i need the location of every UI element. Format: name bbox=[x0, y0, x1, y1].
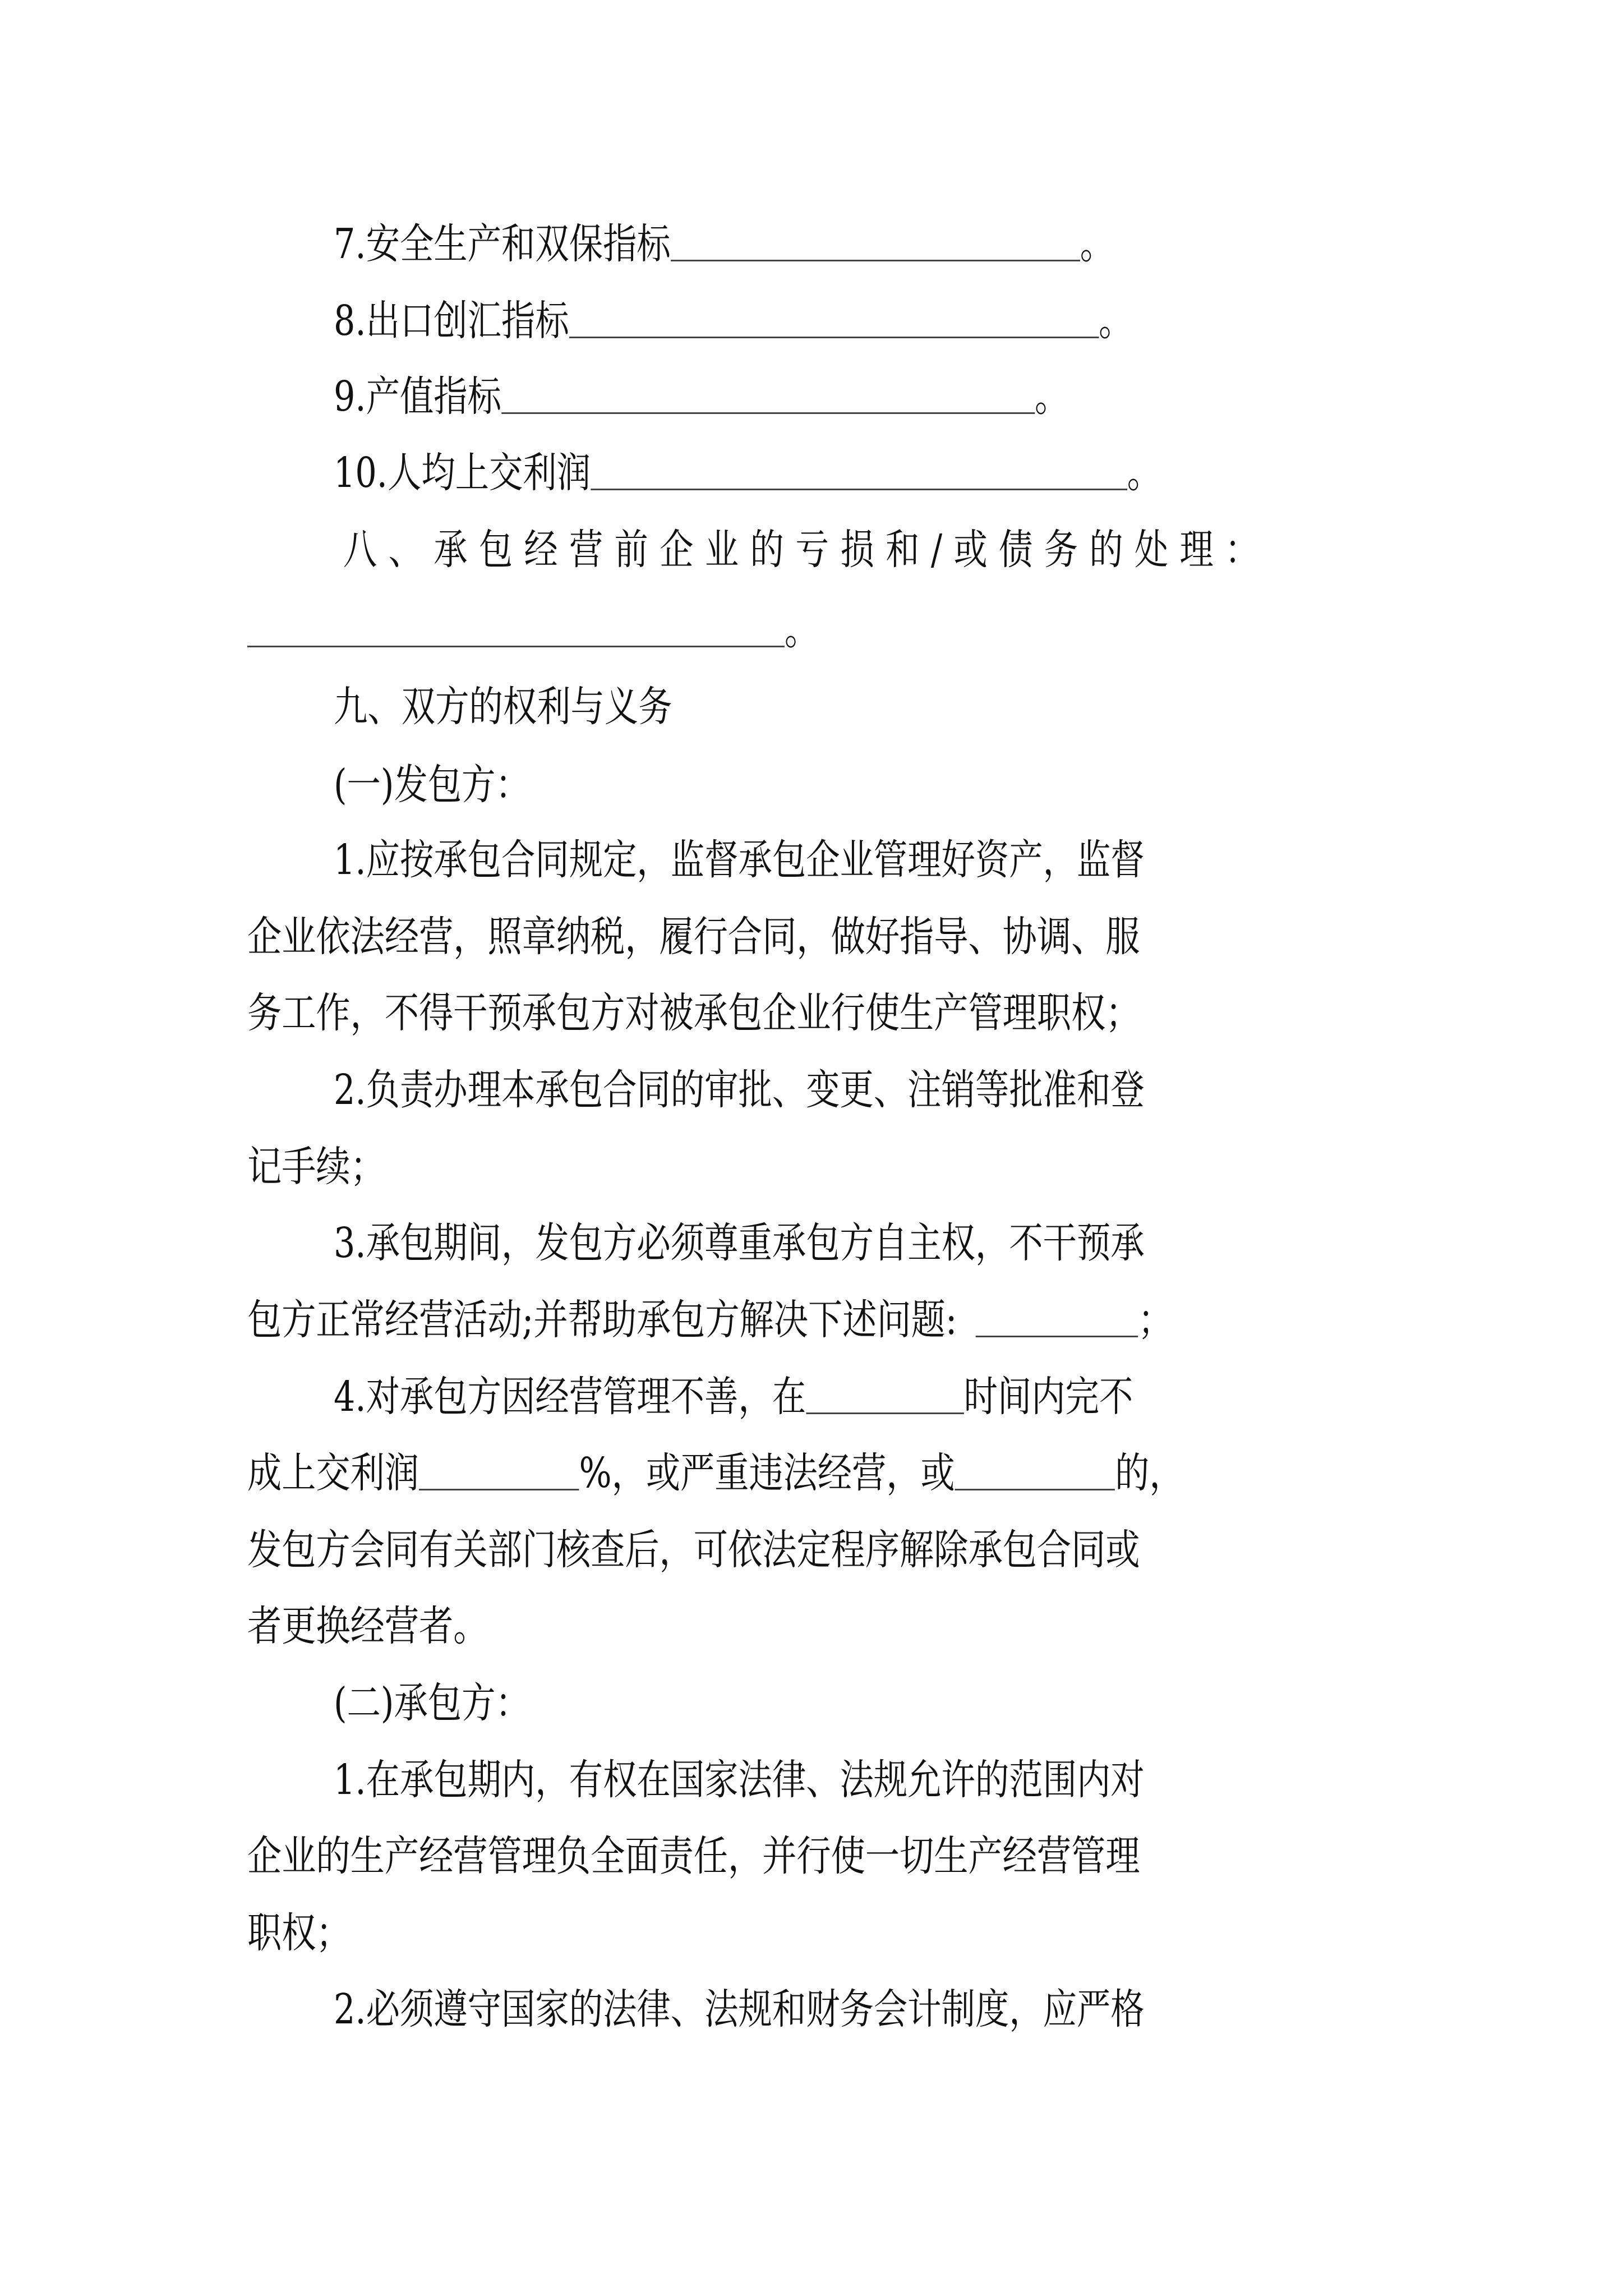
clause-line bbox=[334, 210, 1385, 278]
clause-line bbox=[247, 1823, 1385, 1890]
clause-text: 时间内完不 bbox=[963, 1373, 1133, 1421]
clause-text: 10.人均上交利润 bbox=[334, 449, 591, 497]
clause-text: 成上交利润 bbox=[247, 1449, 419, 1497]
clause-line bbox=[247, 903, 1385, 970]
clause-line bbox=[247, 1439, 1385, 1507]
clause-text: 记手续； bbox=[247, 1143, 385, 1191]
clause-line bbox=[247, 1593, 1385, 1660]
fill-in-blank bbox=[569, 296, 1099, 338]
clause-line bbox=[334, 1209, 1385, 1277]
section-heading bbox=[334, 673, 1385, 740]
clause-text: 。 bbox=[784, 606, 819, 654]
clause-text: 发包方会同有关部门核查后，可依法定程序解除承包合同或 bbox=[247, 1526, 1140, 1574]
subsection-heading bbox=[334, 1669, 1385, 1737]
clause-text: ； bbox=[1138, 1296, 1173, 1344]
clause-line bbox=[334, 826, 1385, 894]
clause-text: 包方正常经营活动;并帮助承包方解决下述问题: bbox=[247, 1296, 957, 1344]
clause-text: 企业依法经营，照章纳税，履行合同，做好指导、协调、服 bbox=[247, 913, 1140, 961]
clause-text: 者更换经营者。 bbox=[247, 1602, 488, 1650]
subsection-heading bbox=[334, 751, 1385, 818]
clause-line bbox=[247, 979, 1385, 1047]
clause-text: 3.承包期间，发包方必须尊重承包方自主权，不干预承 bbox=[334, 1219, 1145, 1267]
fill-in-blank bbox=[976, 1295, 1138, 1337]
clause-line bbox=[247, 1133, 1385, 1200]
clause-line bbox=[334, 363, 1385, 430]
clause-line bbox=[334, 1056, 1385, 1124]
clause-text: 。 bbox=[1080, 220, 1114, 268]
clause-text: 。 bbox=[1127, 449, 1161, 497]
clause-text: 九、双方的权利与义务 bbox=[334, 683, 672, 731]
clause-text: 2.必须遵守国家的法律、法规和财务会计制度，应严格 bbox=[334, 1985, 1145, 2033]
clause-text: 的， bbox=[1115, 1449, 1184, 1497]
clause-text: 。 bbox=[1034, 372, 1069, 421]
clause-text: 2.负责办理本承包合同的审批、变更、注销等批准和登 bbox=[334, 1066, 1145, 1114]
clause-line bbox=[334, 1746, 1385, 1814]
clause-line bbox=[334, 1976, 1385, 2043]
clause-line bbox=[334, 439, 1385, 507]
clause-text: 1.应按承包合同规定，监督承包企业管理好资产，监督 bbox=[334, 836, 1145, 884]
clause-text: 八、承包经营前企业的亏损和/或债务的处理： bbox=[343, 526, 1270, 574]
clause-text: 企业的生产经营管理负全面责任，并行使一切生产经营管理 bbox=[247, 1832, 1140, 1880]
clause-text: 4.对承包方因经营管理不善，在 bbox=[334, 1373, 806, 1421]
fill-in-blank bbox=[591, 448, 1127, 490]
fill-in-blank bbox=[955, 1448, 1115, 1490]
clause-text: 7.安全生产和双保指标 bbox=[334, 220, 671, 268]
fill-in-blank bbox=[671, 219, 1080, 261]
clause-text: 8.出口创汇指标 bbox=[334, 297, 569, 345]
fill-in-blank bbox=[806, 1372, 963, 1414]
clause-line bbox=[334, 287, 1385, 355]
clause-line bbox=[247, 596, 1385, 664]
clause-text: (二)承包方： bbox=[334, 1679, 529, 1727]
clause-line bbox=[247, 1899, 1385, 1967]
fill-in-blank bbox=[501, 372, 1035, 414]
fill-in-blank bbox=[419, 1448, 579, 1490]
clause-text: 1.在承包期内，有权在国家法律、法规允许的范围内对 bbox=[334, 1756, 1145, 1804]
fill-in-blank bbox=[247, 605, 785, 647]
clause-text: 职权； bbox=[247, 1909, 351, 1957]
clause-line bbox=[334, 1363, 1385, 1430]
clause-text: 务工作，不得干预承包方对被承包企业行使生产管理职权； bbox=[247, 989, 1140, 1037]
clause-line bbox=[247, 1516, 1385, 1584]
clause-text: (一)发包方： bbox=[334, 761, 529, 809]
section-heading bbox=[343, 516, 1385, 583]
clause-text: 9.产值指标 bbox=[334, 372, 502, 421]
clause-text: %，或严重违法经营，或 bbox=[579, 1449, 955, 1497]
clause-text: 。 bbox=[1099, 297, 1133, 345]
clause-line bbox=[247, 1286, 1385, 1354]
